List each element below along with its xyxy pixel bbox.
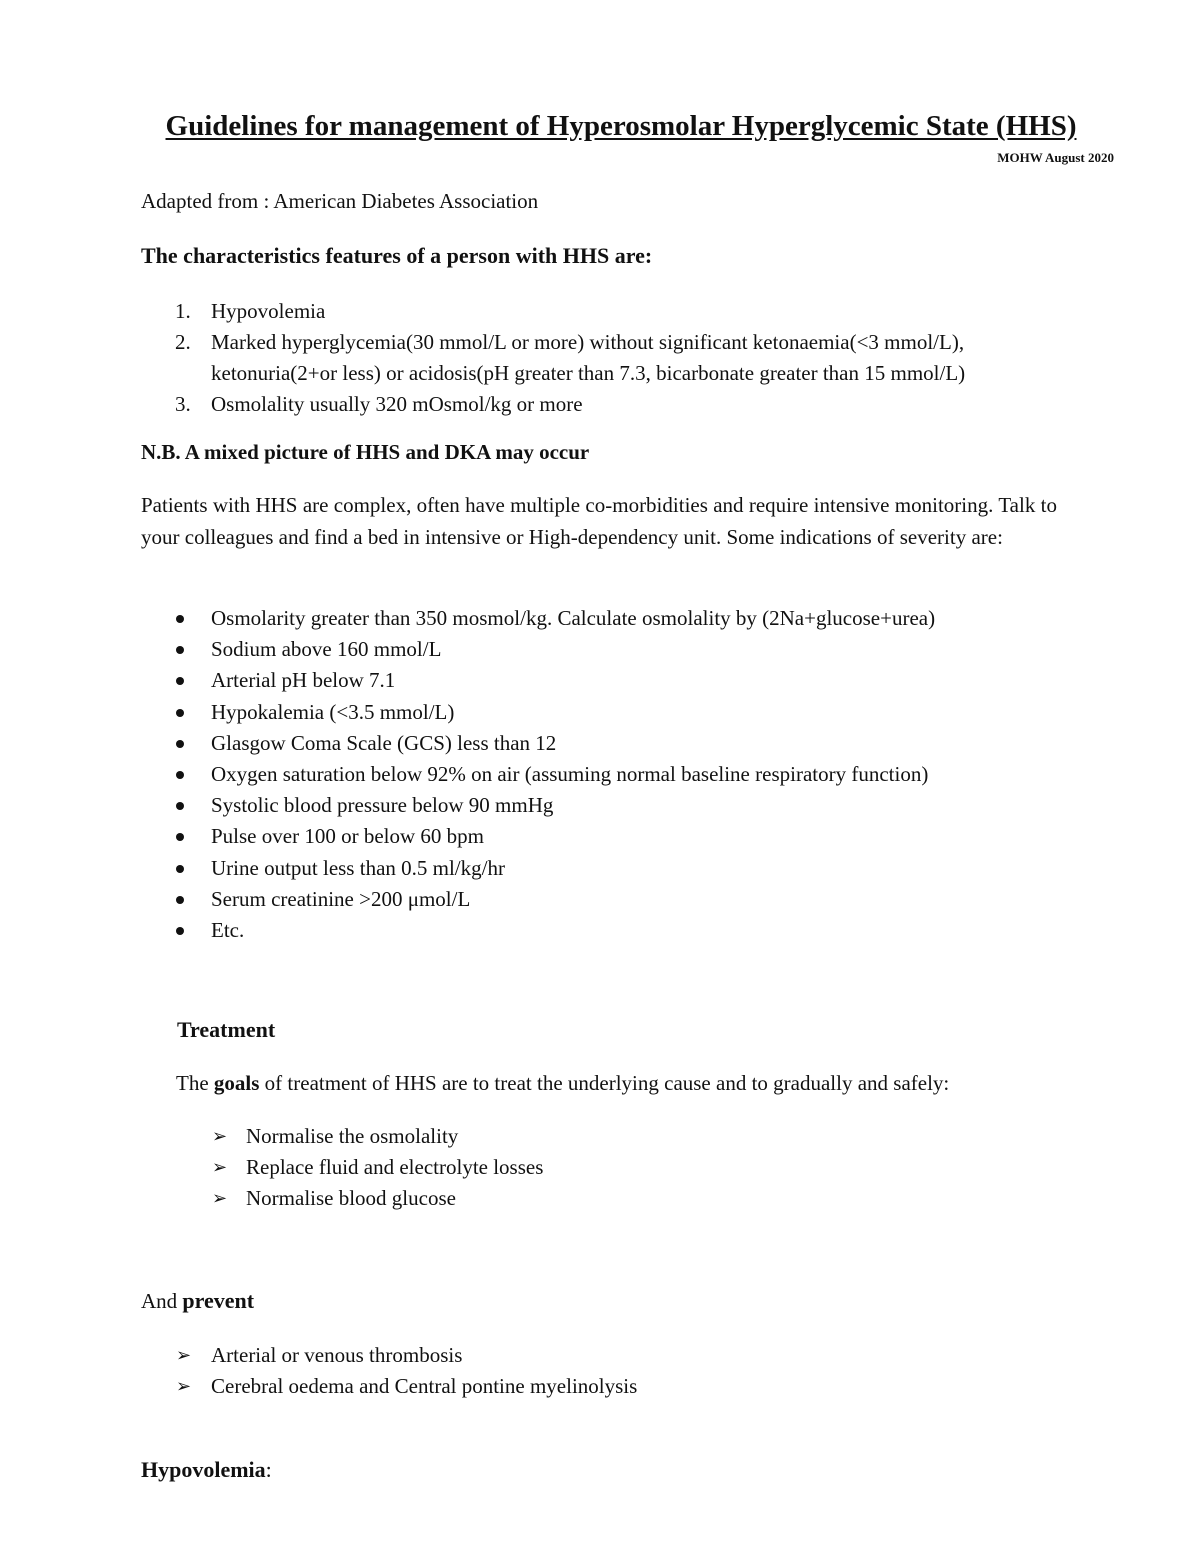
arrowhead-icon: ➢ [212, 1157, 228, 1178]
list-item-text: Normalise blood glucose [246, 1186, 456, 1210]
bullet-icon [176, 833, 184, 841]
bullet-icon [176, 677, 184, 685]
bullet-icon [176, 709, 184, 717]
list-item-text: Urine output less than 0.5 ml/kg/hr [211, 855, 505, 880]
characteristics-heading: The characteristics features of a person with HHS are: [141, 243, 653, 268]
list-item-text: Cerebral oedema and Central pontine myelinolysis [211, 1374, 638, 1398]
list-number: 2. [175, 330, 191, 354]
list-item-text: Hypokalemia (<3.5 mmol/L) [211, 699, 455, 724]
list-item-text: Systolic blood pressure below 90 mmHg [211, 793, 554, 818]
list-item-text: Sodium above 160 mmol/L [211, 637, 442, 662]
list-item [176, 1371, 637, 1402]
goals-sentence-bold: goals [213, 1071, 260, 1095]
bullet-icon [176, 896, 184, 904]
list-item [176, 1340, 637, 1371]
bullet-icon [176, 615, 184, 623]
document-title: Guidelines for management of Hyperosmolar Hyperglycemic State (HHS) [165, 110, 1077, 142]
list-item [212, 1152, 543, 1183]
list-item-text: Hypovolemia [211, 299, 326, 323]
list-item-text: Pulse over 100 or below 60 bpm [211, 824, 484, 849]
severity-list [141, 603, 935, 946]
list-item [141, 634, 935, 665]
arrowhead-icon: ➢ [212, 1188, 228, 1209]
list-number: 1. [175, 299, 191, 323]
bullet-icon [176, 740, 184, 748]
list-item-text: Osmolarity greater than 350 mosmol/kg. Calculate osmolality by (2Na+glucose+urea) [211, 606, 936, 630]
goals-sentence-prefix: The [176, 1071, 214, 1095]
prevent-list [176, 1340, 637, 1402]
bullet-icon [176, 771, 184, 779]
list-item-text: Arterial or venous thrombosis [211, 1343, 463, 1367]
nb-note: N.B. A mixed picture of HHS and DKA may occur [141, 440, 590, 464]
list-item [141, 389, 1071, 420]
list-item-text: Serum creatinine >200 μmol/L [211, 886, 471, 911]
list-item-text: Glasgow Coma Scale (GCS) less than 12 [211, 730, 557, 755]
arrowhead-icon: ➢ [212, 1126, 228, 1147]
complexity-paragraph: Patients with HHS are complex, often have multiple co-morbidities and require intensive monitoring. Talk to your colleagues and find a bed in intensive or High-dependency unit. Some indications of severity are: [141, 493, 1057, 549]
list-item [141, 853, 935, 884]
adapted-from-line: Adapted from : American Diabetes Association [141, 189, 539, 213]
list-number: 3. [175, 392, 191, 416]
list-item [141, 759, 935, 790]
list-item [141, 728, 935, 759]
list-item [141, 915, 935, 946]
list-item-text: Normalise the osmolality [246, 1124, 459, 1148]
prevent-line-prefix: And [141, 1289, 183, 1313]
date-note: MOHW August 2020 [997, 150, 1114, 165]
list-item [212, 1183, 543, 1214]
arrowhead-icon: ➢ [176, 1345, 192, 1366]
arrowhead-icon: ➢ [176, 1376, 192, 1397]
list-item [141, 327, 1071, 389]
goals-list [212, 1121, 543, 1214]
treatment-heading: Treatment [177, 1017, 276, 1042]
hypovolemia-heading-suffix: : [265, 1457, 272, 1482]
goals-sentence [176, 1071, 949, 1096]
bullet-icon [176, 865, 184, 873]
prevent-line-bold: prevent [182, 1288, 255, 1313]
hypovolemia-heading [141, 1457, 272, 1483]
list-item-text: Marked hyperglycemia(30 mmol/L or more) without significant ketonaemia(<3 mmol/L), [211, 330, 965, 354]
goals-sentence-suffix: of treatment of HHS are to treat the underlying cause and to gradually and safely: [259, 1071, 950, 1095]
list-item [141, 665, 935, 696]
bullet-icon [176, 646, 184, 654]
hypovolemia-heading-bold: Hypovolemia [141, 1457, 266, 1482]
list-item [141, 603, 935, 634]
list-item [141, 296, 1071, 327]
list-item-text: Arterial pH below 7.1 [211, 668, 396, 693]
prevent-line [141, 1288, 254, 1314]
list-item [141, 821, 935, 852]
bullet-icon [176, 927, 184, 935]
list-item-text: Etc. [211, 918, 245, 943]
list-item-text: Osmolality usually 320 mOsmol/kg or more [211, 392, 583, 416]
list-item-text: Oxygen saturation below 92% on air (assuming normal baseline respiratory function) [211, 762, 929, 787]
bullet-icon [176, 802, 184, 810]
list-item-text-continued: ketonuria(2+or less) or acidosis(pH greater than 7.3, bicarbonate greater than 15 mmol/L) [211, 361, 966, 385]
list-item [141, 790, 935, 821]
list-item [141, 697, 935, 728]
list-item-text: Replace fluid and electrolyte losses [246, 1155, 544, 1179]
characteristics-list [141, 296, 1071, 420]
list-item [141, 884, 935, 915]
list-item [212, 1121, 543, 1152]
